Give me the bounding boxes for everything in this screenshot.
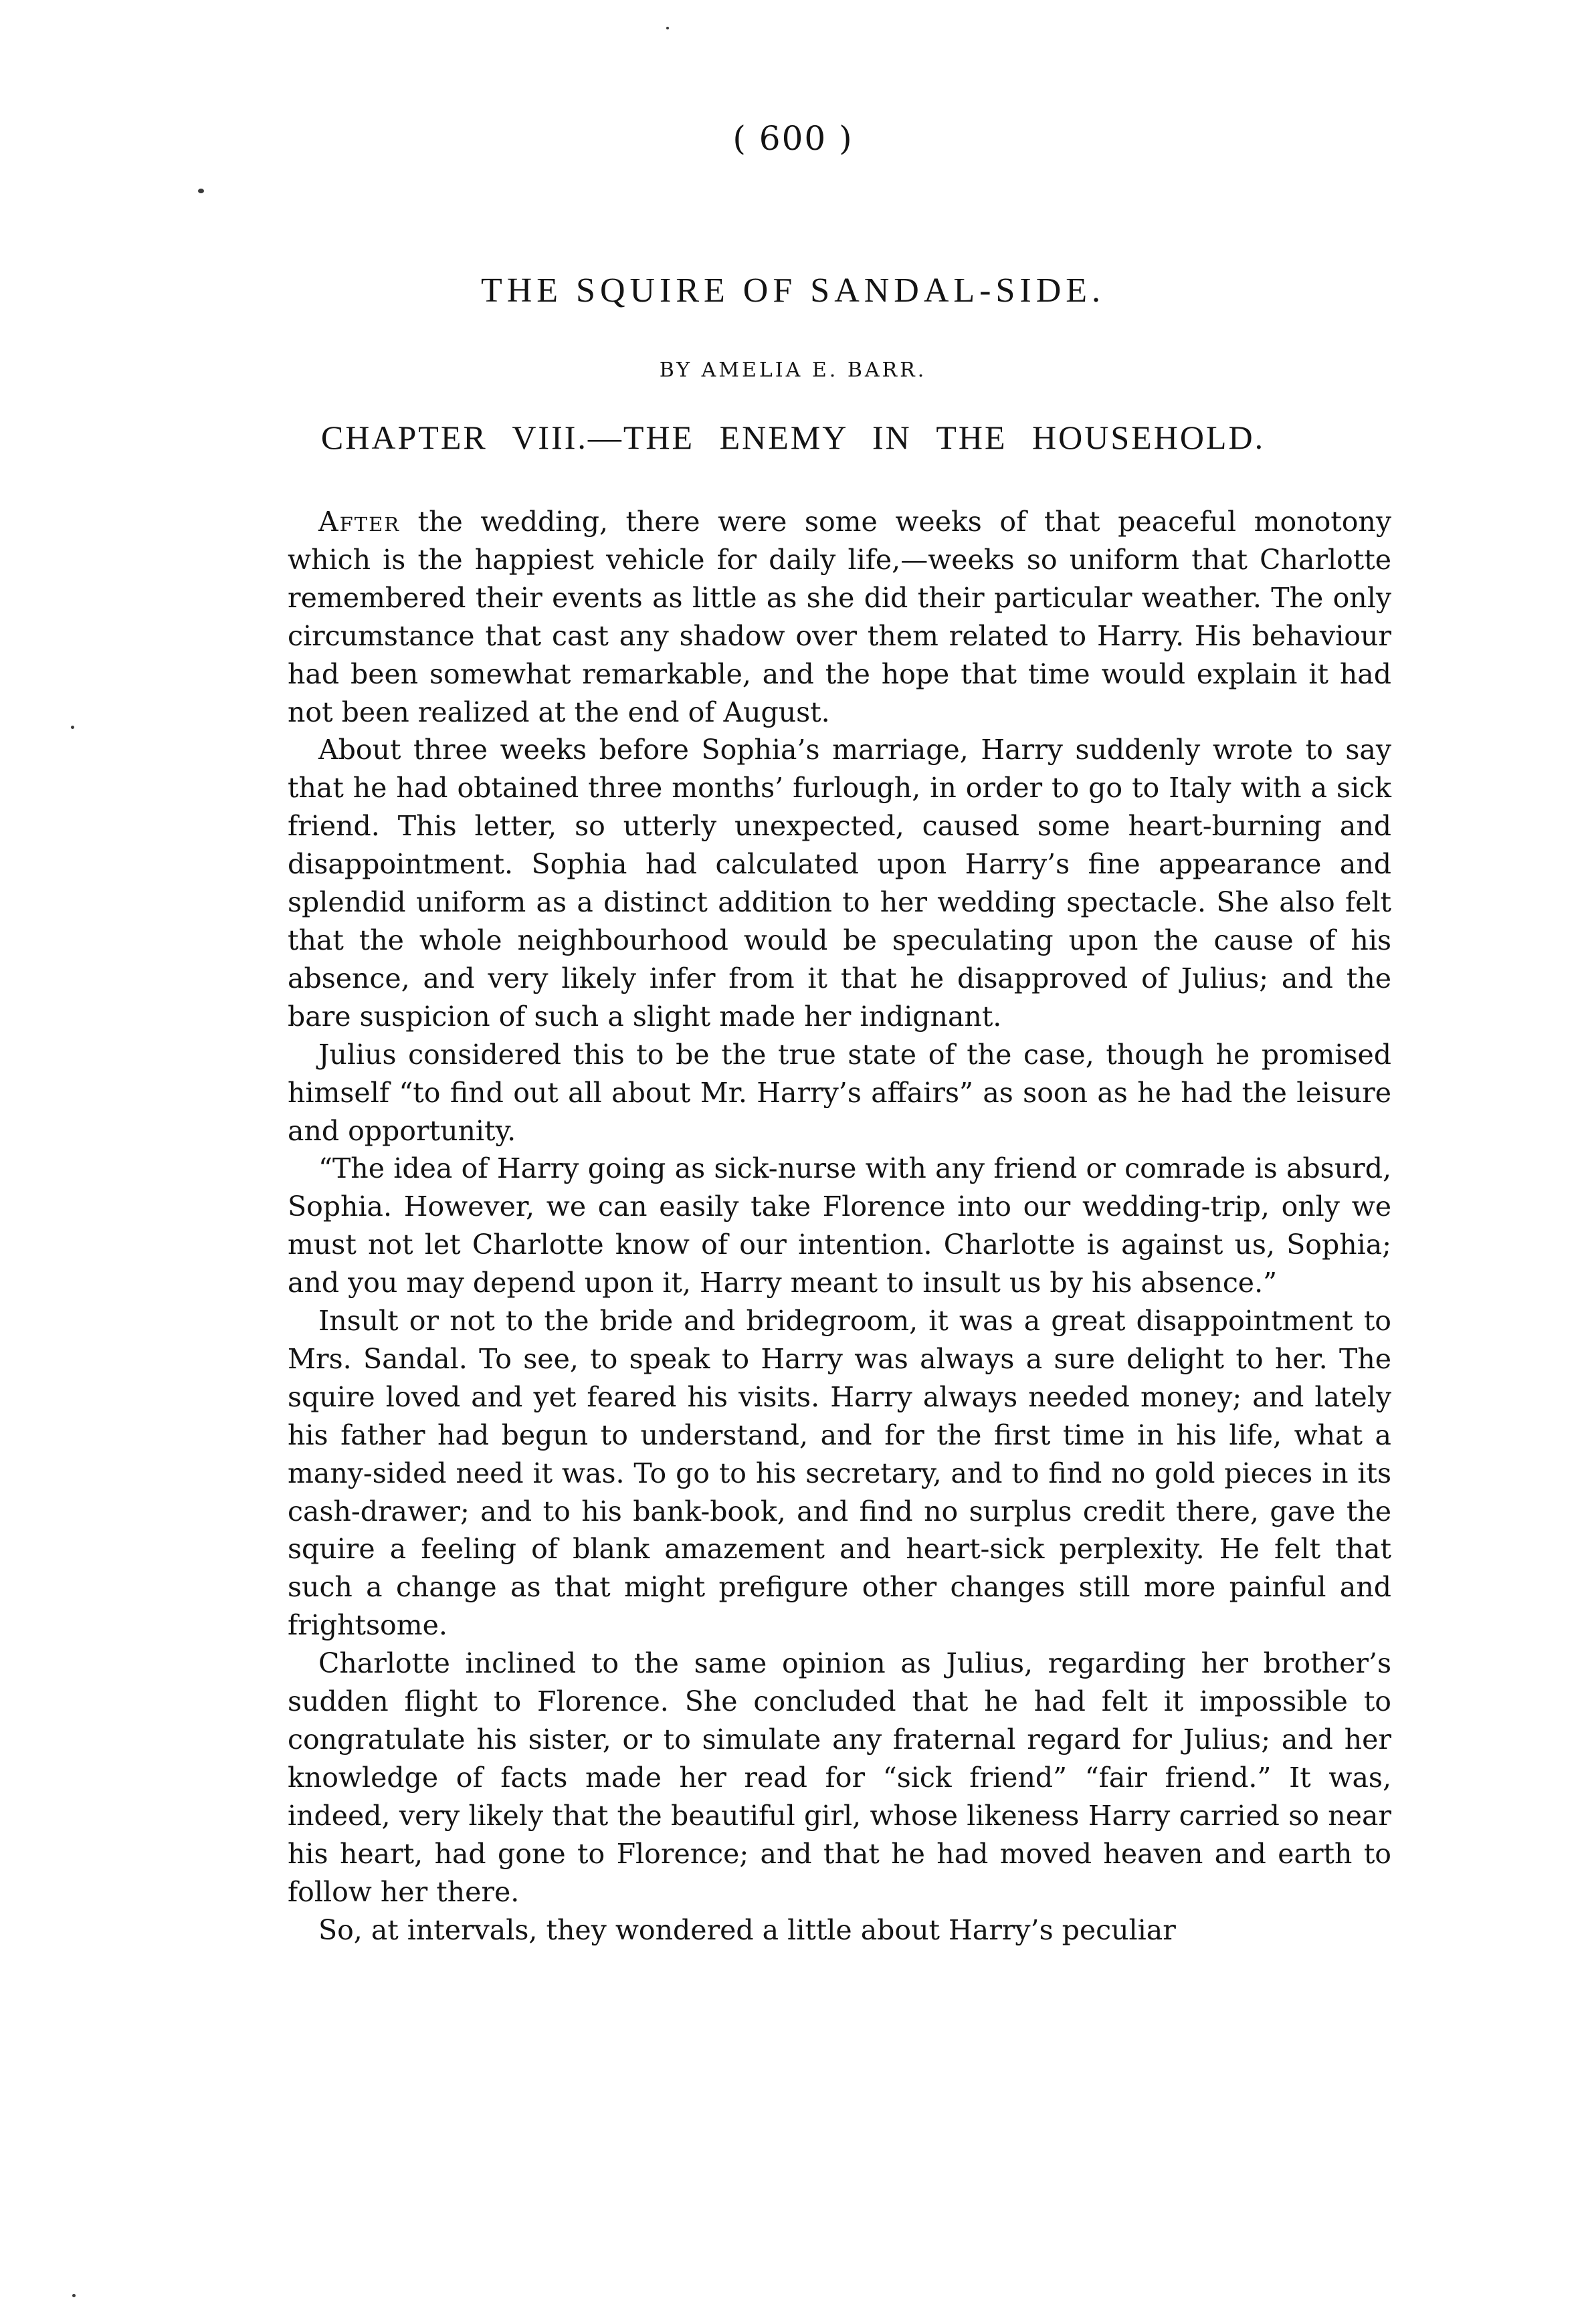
opening-word: After (318, 506, 401, 538)
paragraph-text: the wedding, there were some weeks of that peaceful monotony which is the happiest vehicle for daily life,—weeks so uniform that Charlotte remembered their events as little as she did their particular weather. The only circumstance that cast any shadow over them related to Harry. His behaviour had been somewhat remarkable, and the hope that time would explain it had not been realized at the end of August. (288, 506, 1391, 728)
chapter-heading: CHAPTER VIII.—THE ENEMY IN THE HOUSEHOLD. (320, 419, 1266, 456)
margin-speck (72, 2294, 76, 2297)
paragraph-1 (288, 503, 1391, 731)
paragraph-7: So, at intervals, they wondered a little about Harry’s peculiar (318, 1913, 1176, 1946)
paragraph-5: Insult or not to the bride and bridegroom, it was a great disappointment to Mrs. Sandal. To see, to speak to Harry was always a sure delight to her. The squire loved and yet feared his visits. Harry always needed money; and lately his father had begun to understand, and for the first time in his life, what a many-sided need it was. To go to his secretary, and to find no gold pieces in its cash-drawer; and to his bank-book, and find no surplus credit there, gave the squire a feeling of blank amazement and heart-sick perplexity. He felt that such a change as that might prefigure other changes still more painful and frightsome. (288, 1305, 1391, 1642)
page-number: ( 600 ) (732, 119, 854, 158)
paragraph-2: About three weeks before Sophia’s marriage, Harry suddenly wrote to say that he had obtained three months’ furlough, in order to go to Italy with a sick friend. This letter, so utterly unexpected, caused some heart-burning and disappointment. Sophia had calculated upon Harry’s fine appearance and splendid uniform as a distinct addition to her wedding spectacle. She also felt that the whole neighbourhood would be speculating upon the cause of his absence, and very likely infer from it that he disapproved of Julius; and the bare suspicion of such a slight made her indignant. (288, 734, 1391, 1033)
author-byline: BY AMELIA E. BARR. (659, 358, 927, 382)
story-title: THE SQUIRE OF SANDAL-SIDE. (480, 272, 1106, 310)
margin-speck (71, 726, 74, 729)
article-body (288, 503, 1391, 1949)
paragraph-3: Julius considered this to be the true state of the case, though he promised himself “to find out all about Mr. Harry’s affairs” as soon as he had the leisure and opportunity. (288, 1038, 1391, 1147)
paragraph-6: Charlotte inclined to the same opinion as Julius, regarding her brother’s sudden flight to Florence. She concluded that he had felt it impossible to congratulate his sister, or to simulate any fraternal regard for Julius; and her knowledge of facts made her read for “sick friend” “fair friend.” It was, indeed, very likely that the beautiful girl, whose likeness Harry carried so near his heart, had gone to Florence; and that he had moved heaven and earth to follow her there. (288, 1647, 1391, 1908)
paragraph-4: “The idea of Harry going as sick-nurse with any friend or comrade is absurd, Sophia. However, we can easily take Florence into our wedding-trip, only we must not let Charlotte know of our intention. Charlotte is against us, Sophia; and you may depend upon it, Harry meant to insult us by his absence.” (288, 1152, 1391, 1299)
margin-speck (198, 189, 204, 193)
margin-speck (666, 27, 669, 29)
